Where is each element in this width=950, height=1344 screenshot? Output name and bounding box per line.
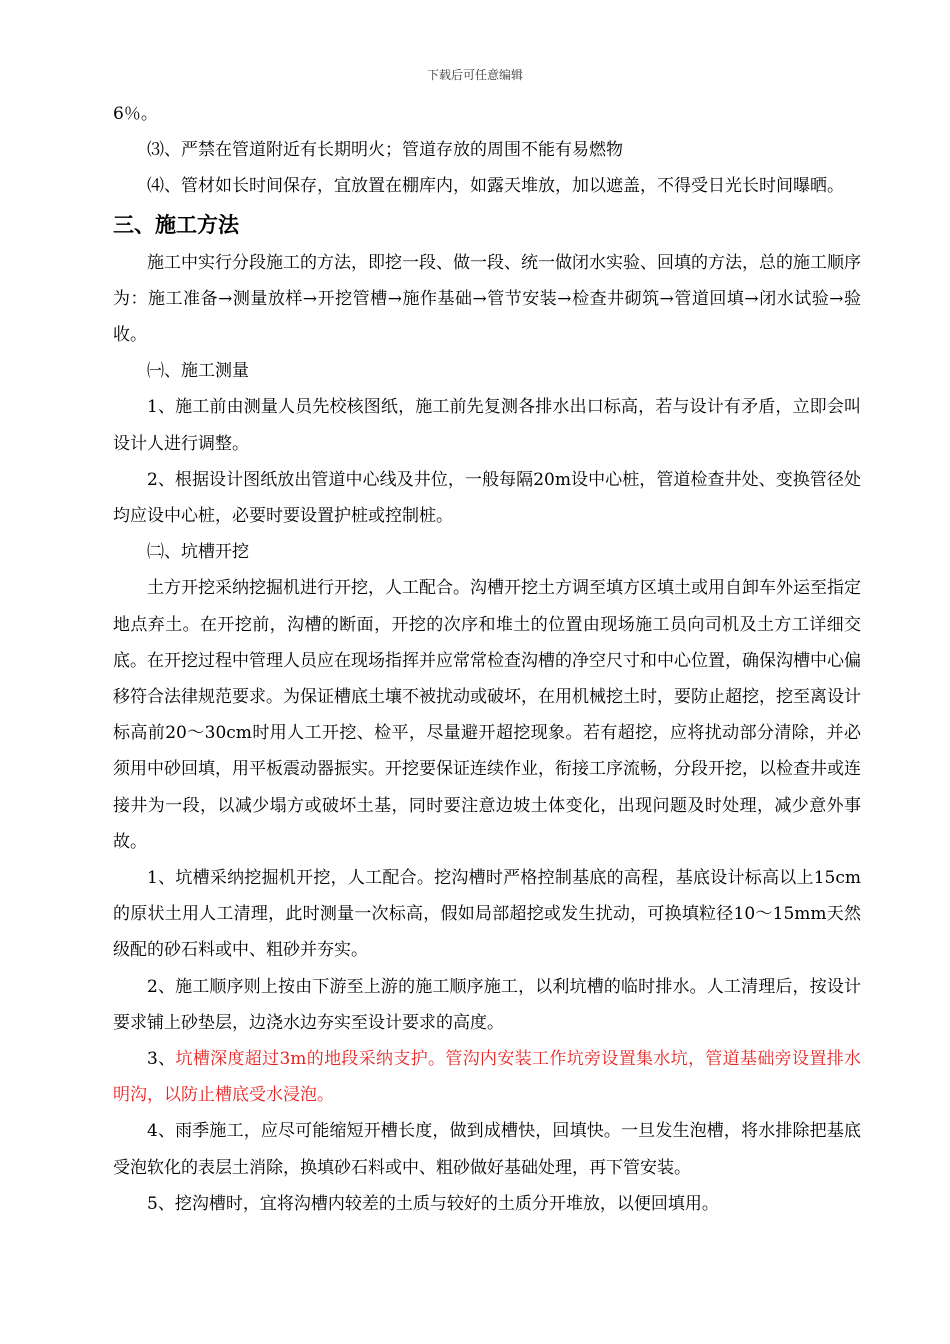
paragraph-continuation: 6％。 [113, 104, 158, 124]
document-body [113, 96, 861, 1222]
excavation-item-2: 2、施工顺序则上按由下游至上游的施工顺序施工，以利坑槽的临时排水。人工清理后，按设计要求铺上砂垫层，边浇水边夯实至设计要求的高度。 [113, 976, 861, 1033]
section-title: 三、施工方法 [113, 212, 239, 237]
page-header: 下载后可任意编辑 [426, 68, 523, 82]
section-intro: 施工中实行分段施工的方法，即挖一段、做一段、统一做闭水实验、回填的方法，总的施工顺序为：施工准备→测量放样→开挖管槽→施作基础→管节安装→检查井砌筑→管道回填→闭水试验→验收。 [113, 252, 861, 346]
survey-item-1: 1、施工前由测量人员先校核图纸，施工前先复测各排水出口标高，若与设计有矛盾，立即会叫设计人进行调整。 [113, 397, 861, 454]
subsection-title-survey: ㈠、施工测量 [147, 361, 249, 382]
item-3-number: 3、 [147, 1049, 176, 1070]
excavation-item-4: 4、雨季施工，应尽可能缩短开槽长度，做到成槽快，回填快。一旦发生泡槽，将水排除把基底受泡软化的表层土消除，换填砂石料或中、粗砂做好基础处理，再下管安装。 [113, 1121, 861, 1178]
excavation-intro: 土方开挖采纳挖掘机进行开挖，人工配合。沟槽开挖土方调至填方区填土或用自卸车外运至指定地点弃土。在开挖前，沟槽的断面，开挖的次序和堆土的位置由现场施工员向司机及土方工详细交底。在开挖过程中管理人员应在现场指挥并应常常检查沟槽的净空尺寸和中心位置，确保沟槽中心偏移符合法律规范要求。为保证槽底土壤不被扰动或破坏，在用机械挖土时，要防止超挖，挖至离设计标高前20～30cm时用人工开挖、检平，尽量避开超挖现象。若有超挖，应将扰动部分清除，并必须用中砂回填，用平板震动器振实。开挖要保证连续作业，衔接工序流畅，分段开挖，以检查井或连接井为一段，以减少塌方或破坏土基，同时要注意边坡土体变化，出现问题及时处理，减少意外事故。 [113, 578, 861, 852]
highlighted-text: 坑槽深度超过3m的地段采纳支护。管沟内安装工作坑旁设置集水坑，管道基础旁设置排水明沟，以防止槽底受水浸泡。 [113, 1049, 861, 1106]
excavation-item-3 [113, 1041, 861, 1113]
subsection-title-excavation: ㈡、坑槽开挖 [147, 542, 249, 563]
excavation-item-5: 5、挖沟槽时，宜将沟槽内较差的土质与较好的土质分开堆放，以便回填用。 [147, 1193, 719, 1214]
paragraph-item-3: ⑶、严禁在管道附近有长期明火；管道存放的周围不能有易燃物 [147, 140, 623, 161]
paragraph-item-4: ⑷、管材如长时间保存，宜放置在棚库内，如露天堆放，加以遮盖，不得受日光长时间曝晒。 [147, 176, 844, 197]
survey-item-2: 2、根据设计图纸放出管道中心线及井位，一般每隔20m设中心桩，管道检查井处、变换管径处均应设中心桩，必要时要设置护桩或控制桩。 [113, 469, 861, 527]
excavation-item-1: 1、坑槽采纳挖掘机开挖，人工配合。挖沟槽时严格控制基底的高程，基底设计标高以上15cm的原状土用人工清理，此时测量一次标高，假如局部超挖或发生扰动，可换填粒径10～15mm天然级配的砂石料或中、粗砂并夯实。 [113, 868, 861, 961]
